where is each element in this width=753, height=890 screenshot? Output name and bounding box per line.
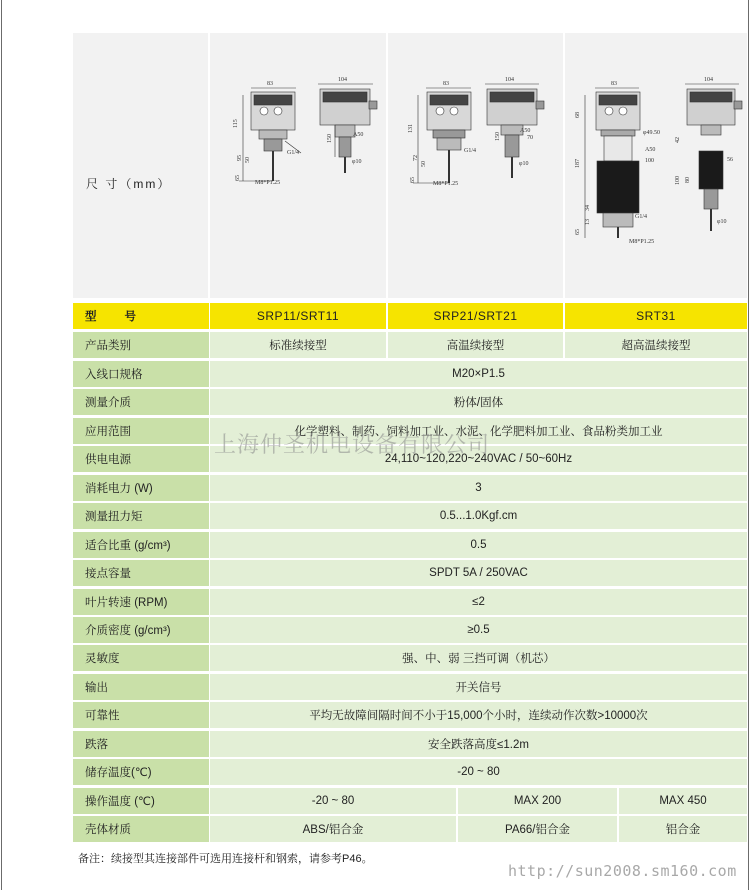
table-row — [73, 674, 747, 700]
svg-text:70: 70 — [527, 135, 533, 141]
row-label: 供电电源 — [73, 446, 209, 472]
site-watermark: http://sun2008.sm160.com — [508, 862, 737, 880]
row-value: M20×P1.5 — [210, 361, 747, 387]
svg-text:65: 65 — [410, 177, 416, 183]
svg-text:56: 56 — [727, 157, 733, 163]
table-header-row — [73, 303, 747, 329]
housing-col1: ABS/铝合金 — [210, 816, 456, 842]
svg-text:83: 83 — [443, 81, 449, 87]
svg-text:A50: A50 — [645, 147, 656, 153]
category-col2: 高温续接型 — [388, 332, 563, 358]
svg-text:G1/4: G1/4 — [635, 214, 647, 220]
svg-text:104: 104 — [704, 77, 713, 83]
drawing-srt31-side — [685, 84, 742, 231]
op-temp-col3: MAX 450 — [619, 788, 747, 814]
drawing-srp21-side — [485, 84, 544, 178]
svg-text:M8*P1.25: M8*P1.25 — [255, 180, 281, 186]
row-value: 化学塑料、制药、饲料加工业、水泥、化学肥料加工业、食品粉类加工业 — [210, 418, 747, 444]
page-right-border — [748, 0, 749, 890]
row-label: 跌落 — [73, 731, 209, 757]
svg-text:80: 80 — [685, 177, 691, 183]
op-temp-col2: MAX 200 — [458, 788, 617, 814]
svg-text:65: 65 — [235, 175, 241, 181]
table-row — [73, 702, 747, 728]
page-left-border — [1, 0, 2, 890]
row-label: 储存温度(℃) — [73, 759, 209, 785]
table-row-housing — [73, 816, 747, 842]
table-row — [73, 731, 747, 757]
housing-col2: PA66/铝合金 — [458, 816, 617, 842]
svg-text:A50: A50 — [520, 128, 531, 134]
row-value: 粉体/固体 — [210, 389, 747, 415]
op-temp-label: 操作温度 (℃) — [73, 788, 209, 814]
svg-text:104: 104 — [505, 77, 514, 83]
row-value: ≤2 — [210, 589, 747, 615]
row-value: 强、中、弱 三挡可调（机芯） — [210, 645, 747, 671]
svg-text:68: 68 — [575, 112, 581, 118]
dimension-label: 尺 寸（mm） — [86, 177, 172, 191]
row-value: 开关信号 — [210, 674, 747, 700]
svg-text:100: 100 — [645, 158, 654, 164]
svg-text:φ10: φ10 — [519, 161, 529, 167]
svg-text:150: 150 — [495, 132, 501, 141]
drawing-srt31-front — [585, 88, 640, 238]
table-row — [73, 418, 747, 444]
model-label-b: 号 — [124, 311, 136, 323]
table-row — [73, 475, 747, 501]
svg-text:42: 42 — [675, 137, 681, 143]
table-row — [73, 759, 747, 785]
drawing-srp21-front — [413, 88, 471, 183]
svg-text:187: 187 — [575, 159, 581, 168]
row-value: 3 — [210, 475, 747, 501]
table-row — [73, 532, 747, 558]
category-label: 产品类别 — [73, 332, 209, 358]
svg-text:φ10: φ10 — [717, 219, 727, 225]
dimension-drawings — [73, 33, 747, 298]
table-row — [73, 389, 747, 415]
model-label-a: 型 — [85, 311, 97, 323]
model-srp11: SRP11/SRT11 — [210, 303, 386, 329]
row-label: 介质密度 (g/cm³) — [73, 617, 209, 643]
svg-text:150: 150 — [327, 134, 333, 143]
row-value: ≥0.5 — [210, 617, 747, 643]
category-col1: 标准续接型 — [210, 332, 386, 358]
svg-text:A50: A50 — [353, 132, 364, 138]
footnote: 备注：续接型其连接部件可选用连接杆和钢索，请参考P46。 — [78, 853, 373, 865]
table-row — [73, 645, 747, 671]
row-label: 测量介质 — [73, 389, 209, 415]
row-label: 适合比重 (g/cm³) — [73, 532, 209, 558]
table-row-category — [73, 332, 747, 358]
svg-text:72: 72 — [413, 155, 419, 161]
row-label: 可靠性 — [73, 702, 209, 728]
row-label: 接点容量 — [73, 560, 209, 586]
row-label: 测量扭力矩 — [73, 503, 209, 529]
svg-text:104: 104 — [338, 77, 347, 83]
drawing-srp11-side — [318, 84, 377, 173]
table-row — [73, 361, 747, 387]
category-col3: 超高温续接型 — [565, 332, 747, 358]
svg-text:13: 13 — [585, 219, 591, 225]
row-label: 消耗电力 (W) — [73, 475, 209, 501]
svg-text:G1/4: G1/4 — [464, 148, 476, 154]
svg-text:G1/4: G1/4 — [287, 150, 299, 156]
svg-text:100: 100 — [675, 176, 681, 185]
svg-text:83: 83 — [611, 81, 617, 87]
row-label: 输出 — [73, 674, 209, 700]
svg-text:50: 50 — [245, 157, 251, 163]
svg-text:115: 115 — [233, 119, 239, 128]
row-label: 叶片转速 (RPM) — [73, 589, 209, 615]
row-label: 灵敏度 — [73, 645, 209, 671]
svg-text:φ49.50: φ49.50 — [643, 130, 660, 136]
op-temp-col1: -20 ~ 80 — [210, 788, 456, 814]
row-label: 应用范围 — [73, 418, 209, 444]
row-value: -20 ~ 80 — [210, 759, 747, 785]
svg-text:65: 65 — [575, 229, 581, 235]
svg-text:M8*P1.25: M8*P1.25 — [433, 181, 459, 187]
svg-text:95: 95 — [237, 155, 243, 161]
svg-text:φ10: φ10 — [352, 159, 362, 165]
row-value: 0.5...1.0Kgf.cm — [210, 503, 747, 529]
svg-text:50: 50 — [421, 161, 427, 167]
table-row — [73, 589, 747, 615]
drawing-srp11-front — [239, 88, 301, 181]
row-value: 24,110~120,220~240VAC / 50~60Hz — [210, 446, 747, 472]
table-row — [73, 617, 747, 643]
row-value: 安全跌落高度≤1.2m — [210, 731, 747, 757]
table-row — [73, 560, 747, 586]
row-label: 入线口规格 — [73, 361, 209, 387]
model-label — [73, 303, 209, 329]
table-row — [73, 446, 747, 472]
model-srt31: SRT31 — [565, 303, 747, 329]
dimension-drawings-row — [73, 33, 747, 298]
table-row — [73, 503, 747, 529]
housing-col3: 铝合金 — [619, 816, 747, 842]
company-watermark: 上海仲圣机电设备有限公司 — [214, 432, 491, 457]
table-row-op-temp — [73, 788, 747, 814]
svg-text:34: 34 — [585, 205, 591, 211]
model-srp21: SRP21/SRT21 — [388, 303, 563, 329]
svg-text:83: 83 — [267, 81, 273, 87]
svg-text:131: 131 — [408, 124, 414, 133]
row-value: 平均无故障间隔时间不小于15,000个小时，连续动作次数>10000次 — [210, 702, 747, 728]
row-value: SPDT 5A / 250VAC — [210, 560, 747, 586]
housing-label: 壳体材质 — [73, 816, 209, 842]
row-value: 0.5 — [210, 532, 747, 558]
svg-text:M8*P1.25: M8*P1.25 — [629, 239, 655, 245]
